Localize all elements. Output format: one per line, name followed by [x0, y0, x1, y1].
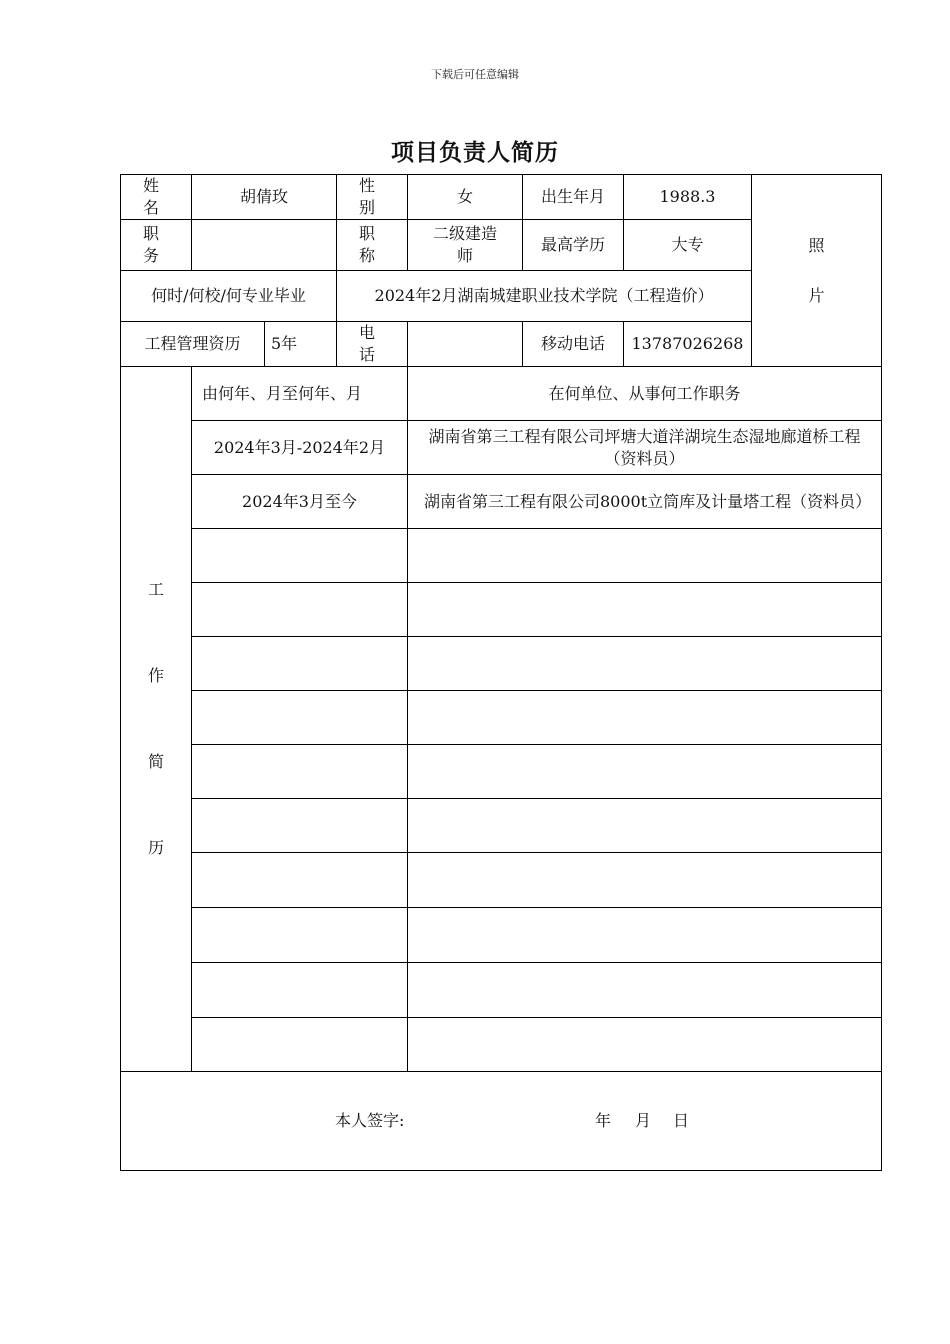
birth-value: 1988.3 — [623, 174, 752, 220]
work-row-12-period — [191, 1017, 408, 1072]
work-row-1-detail: 湖南省第三工程有限公司坪塘大道洋湖垸生态湿地廊道桥工程（资料员） — [407, 420, 882, 475]
mobile-label: 移动电话 — [522, 321, 624, 367]
work-char-3: 简 — [147, 752, 164, 771]
name-label: 姓 名 — [120, 174, 192, 220]
work-row-7-detail — [407, 744, 882, 799]
title-label: 职 称 — [336, 219, 408, 271]
post-label: 职 务 — [120, 219, 192, 271]
work-row-11-period — [191, 962, 408, 1018]
work-col1-header: 由何年、月至何年、月 — [191, 366, 408, 421]
work-row-10-detail — [407, 907, 882, 963]
work-row-3-period — [191, 528, 408, 583]
work-row-11-detail — [407, 962, 882, 1018]
signature-month: 月 — [635, 1111, 652, 1130]
title-value: 二级建造师 — [407, 219, 523, 271]
work-row-2-detail: 湖南省第三工程有限公司8000t立筒库及计量塔工程（资料员） — [407, 474, 882, 529]
work-row-12-detail — [407, 1017, 882, 1072]
work-row-2-period: 2024年3月至今 — [191, 474, 408, 529]
work-row-1-period: 2024年3月-2024年2月 — [191, 420, 408, 475]
mobile-value: 13787026268 — [623, 321, 752, 367]
header-note: 下载后可任意编辑 — [431, 68, 519, 81]
exp-label: 工程管理资历 — [120, 321, 265, 367]
photo-char-2: 片 — [808, 285, 825, 305]
work-row-5-detail — [407, 636, 882, 691]
page-title: 项目负责人简历 — [391, 140, 559, 166]
work-row-9-detail — [407, 852, 882, 908]
work-col2-header: 在何单位、从事何工作职务 — [407, 366, 882, 421]
work-row-4-detail — [407, 582, 882, 637]
gender-label: 性 别 — [336, 174, 408, 220]
phone-label: 电 话 — [336, 321, 408, 367]
work-char-2: 作 — [147, 666, 164, 685]
work-row-8-period — [191, 798, 408, 853]
work-row-5-period — [191, 636, 408, 691]
gender-value: 女 — [407, 174, 523, 220]
photo-box — [751, 174, 882, 367]
signature-label: 本人签字: — [335, 1111, 405, 1130]
work-row-3-detail — [407, 528, 882, 583]
photo-char-1: 照 — [808, 235, 825, 255]
post-value — [191, 219, 337, 271]
edu-value: 大专 — [623, 219, 752, 271]
work-char-1: 工 — [147, 580, 164, 599]
phone-value — [407, 321, 523, 367]
work-row-10-period — [191, 907, 408, 963]
edu-label: 最高学历 — [522, 219, 624, 271]
work-char-4: 历 — [147, 838, 164, 857]
signature-year: 年 — [595, 1111, 612, 1130]
grad-label: 何时/何校/何专业毕业 — [120, 270, 337, 322]
work-row-6-period — [191, 690, 408, 745]
work-row-7-period — [191, 744, 408, 799]
exp-value: 5年 — [264, 321, 337, 367]
name-value: 胡倩玫 — [191, 174, 337, 220]
work-row-6-detail — [407, 690, 882, 745]
grad-value: 2024年2月湖南城建职业技术学院（工程造价） — [336, 270, 752, 322]
work-row-8-detail — [407, 798, 882, 853]
signature-box — [120, 1071, 882, 1171]
work-section-label — [120, 366, 192, 1072]
signature-day: 日 — [673, 1111, 690, 1130]
birth-label: 出生年月 — [522, 174, 624, 220]
work-row-4-period — [191, 582, 408, 637]
work-row-9-period — [191, 852, 408, 908]
